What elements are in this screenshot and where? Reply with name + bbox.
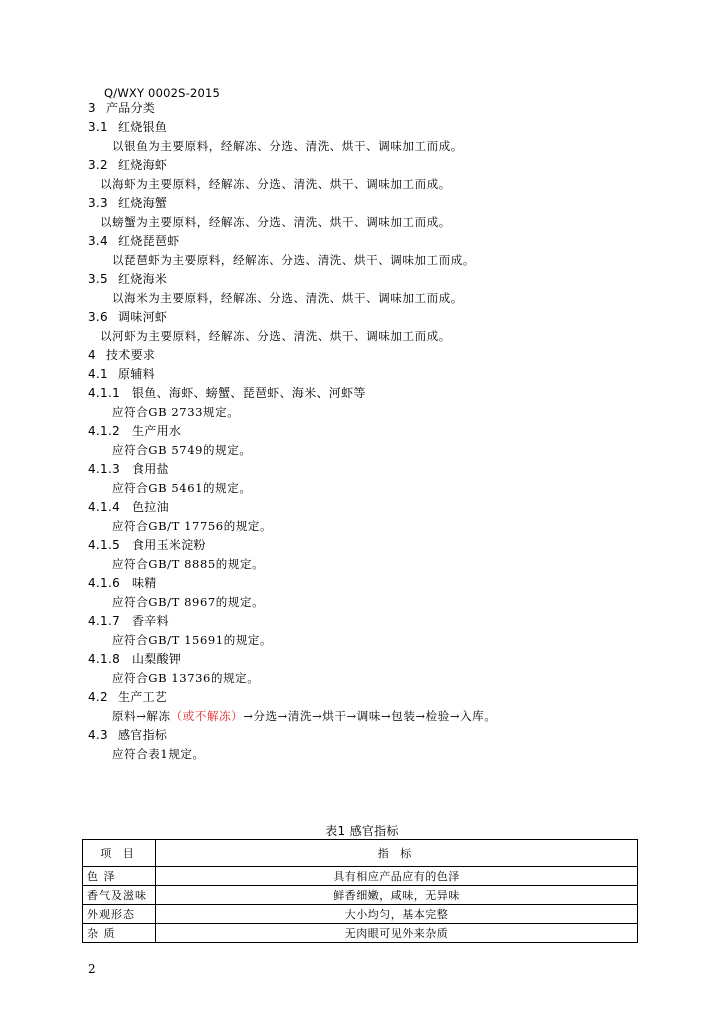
paragraph: 应符合GB/T 8967的规定。 [112,595,265,609]
section-number: 4.1.1 [88,386,121,400]
paragraph: 以螃蟹为主要原料，经解冻、分选、清洗、烘干、调味加工而成。 [100,215,451,229]
section-heading [88,310,167,324]
paragraph: 应符合GB 5749的规定。 [112,443,252,457]
section-number: 3.3 [88,196,108,210]
section-title: 感官指标 [118,728,168,742]
table-header-item: 项 目 [83,840,156,867]
sensory-table [82,839,638,943]
section-heading [88,386,366,400]
paragraph: 应符合表1规定。 [112,747,205,761]
section-number: 4.1.6 [88,576,121,590]
section-number: 4.1.8 [88,652,121,666]
section-heading [88,101,155,115]
paragraph: 应符合GB/T 15691的规定。 [112,633,273,647]
paragraph: 以海虾为主要原料，经解冻、分选、清洗、烘干、调味加工而成。 [100,177,451,191]
table-row [83,924,638,943]
section-number: 4.1.3 [88,462,121,476]
row-indicator: 鲜香细嫩，咸味，无异味 [156,886,638,905]
section-title: 味精 [132,576,157,590]
section-title: 红烧海米 [118,272,168,286]
paragraph: 应符合GB/T 8885的规定。 [112,557,265,571]
section-heading [88,158,167,172]
process-flow [112,709,496,723]
paragraph: 以琵琶虾为主要原料，经解冻、分选、清洗、烘干、调味加工而成。 [112,253,475,267]
row-item: 色 泽 [83,867,156,886]
row-indicator: 大小均匀，基本完整 [156,905,638,924]
section-title: 技术要求 [106,348,156,362]
section-title: 山梨酸钾 [132,652,182,666]
process-red: （或不解冻） [170,709,244,723]
process-pre: 原料→解冻 [112,709,171,723]
section-number: 4.3 [88,728,108,742]
section-heading [88,424,181,438]
table-row [83,867,638,886]
table-row [83,886,638,905]
section-number: 3.4 [88,234,108,248]
section-number: 4.1.7 [88,614,121,628]
section-number: 3.1 [88,120,108,134]
table-header-row [83,840,638,867]
section-number: 3.2 [88,158,108,172]
section-title: 红烧琵琶虾 [118,234,180,248]
row-item: 外观形态 [83,905,156,924]
section-title: 生产工艺 [118,690,168,704]
paragraph: 应符合GB 5461的规定。 [112,481,252,495]
section-title: 红烧海虾 [118,158,168,172]
section-heading [88,462,169,476]
section-title: 红烧银鱼 [118,120,168,134]
section-heading [88,728,167,742]
section-heading [88,690,167,704]
row-item: 杂 质 [83,924,156,943]
process-post: →分选→清洗→烘干→调味→包装→检验→入库。 [243,709,497,723]
paragraph: 以海米为主要原料，经解冻、分选、清洗、烘干、调味加工而成。 [112,291,463,305]
section-number: 4.1 [88,367,108,381]
section-number: 3.6 [88,310,108,324]
section-title: 红烧海蟹 [118,196,168,210]
section-number: 4.1.5 [88,538,121,552]
section-title: 生产用水 [132,424,182,438]
section-number: 4.1.2 [88,424,121,438]
section-number: 4.2 [88,690,108,704]
section-heading [88,538,206,552]
section-title: 食用玉米淀粉 [132,538,206,552]
paragraph: 应符合GB 13736的规定。 [112,671,260,685]
row-indicator: 具有相应产品应有的色泽 [156,867,638,886]
section-title: 产品分类 [106,101,156,115]
paragraph: 以银鱼为主要原料，经解冻、分选、清洗、烘干、调味加工而成。 [112,139,463,153]
section-title: 食用盐 [132,462,169,476]
section-heading [88,234,180,248]
table-header-indicator: 指 标 [156,840,638,867]
section-heading [88,500,169,514]
row-indicator: 无肉眼可见外来杂质 [156,924,638,943]
paragraph: 应符合GB/T 17756的规定。 [112,519,273,533]
section-heading [88,367,155,381]
section-number: 3.5 [88,272,108,286]
section-title: 原辅料 [118,367,155,381]
section-number: 3 [88,101,96,115]
section-number: 4 [88,348,96,362]
section-number: 4.1.4 [88,500,121,514]
section-heading [88,272,167,286]
paragraph: 以河虾为主要原料，经解冻、分选、清洗、烘干、调味加工而成。 [100,329,451,343]
section-title: 调味河虾 [118,310,168,324]
section-title: 香辛料 [132,614,169,628]
section-heading [88,652,181,666]
section-heading [88,348,155,362]
table-row [83,905,638,924]
paragraph: 应符合GB 2733规定。 [112,405,240,419]
page-number: 2 [88,962,96,976]
section-title: 银鱼、海虾、螃蟹、琵琶虾、海米、河虾等 [132,386,366,400]
section-heading [88,120,167,134]
document-id: Q/WXY 0002S-2015 [104,86,221,100]
section-heading [88,576,157,590]
section-heading [88,614,169,628]
row-item: 香气及滋味 [83,886,156,905]
section-title: 色拉油 [132,500,169,514]
section-heading [88,196,167,210]
table-title: 表1 感官指标 [325,824,399,838]
